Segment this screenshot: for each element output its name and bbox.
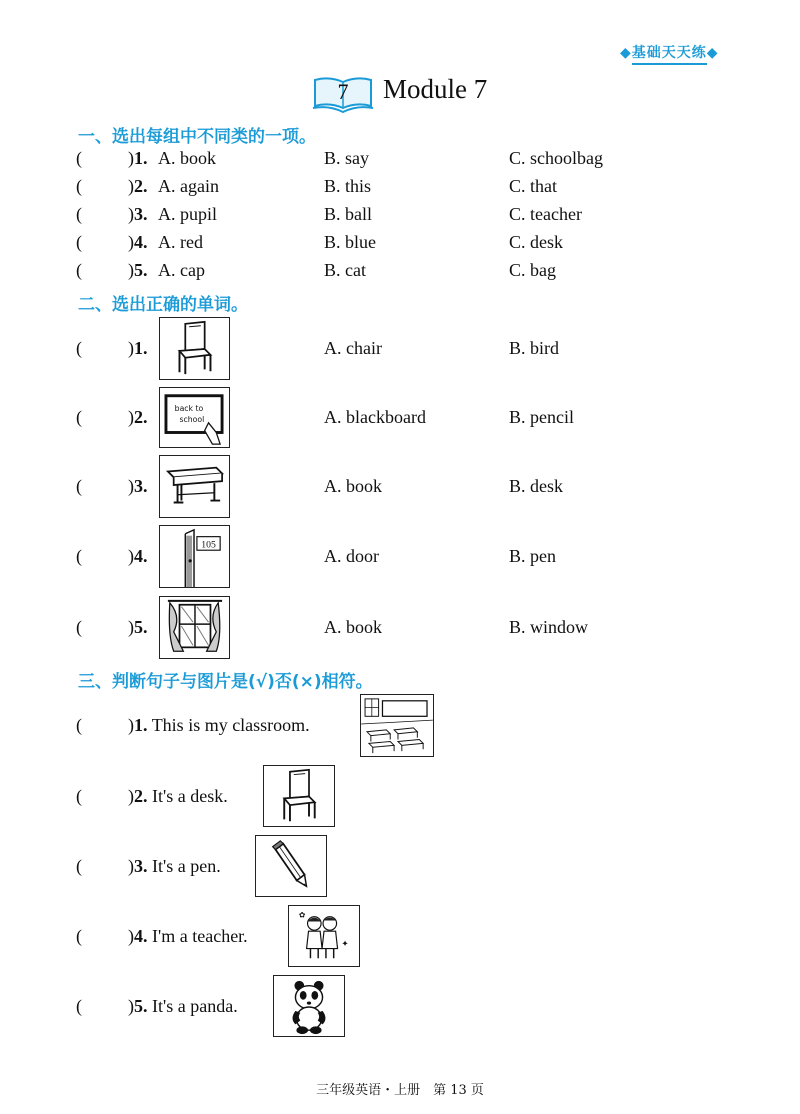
- option-a: A. chair: [324, 338, 382, 358]
- blackboard-text-2: school: [179, 414, 205, 424]
- option-b: B. this: [324, 176, 372, 196]
- option-b: B. window: [509, 617, 589, 637]
- answer-blank[interactable]: (: [76, 407, 82, 427]
- panda-picture: [273, 975, 345, 1037]
- section1-heading: 一、选出每组中不同类的一项。: [78, 127, 316, 147]
- desk-picture: [159, 455, 230, 518]
- sentence: It's a pen.: [152, 856, 221, 876]
- option-a: A. book: [324, 476, 382, 496]
- question-number: )1.: [128, 148, 148, 168]
- answer-blank[interactable]: (: [76, 617, 82, 637]
- pupils-picture: [288, 905, 360, 967]
- sentence-row: )1. This is my classroom.: [128, 715, 310, 735]
- option-b: B. cat: [324, 260, 366, 280]
- answer-blank[interactable]: (: [76, 476, 82, 496]
- sentence-row: )2. It's a desk.: [128, 786, 228, 806]
- answer-blank[interactable]: (: [76, 786, 82, 806]
- option-a: A. door: [324, 546, 379, 566]
- answer-blank[interactable]: (: [76, 996, 82, 1016]
- door-picture: [159, 525, 230, 588]
- option-b: B. desk: [509, 476, 563, 496]
- sentence: This is my classroom.: [151, 715, 310, 735]
- option-a: A. red: [158, 232, 203, 252]
- option-c: C. teacher: [509, 204, 582, 224]
- answer-blank[interactable]: (: [76, 176, 82, 196]
- option-c: C. bag: [509, 260, 556, 280]
- answer-blank[interactable]: (: [76, 926, 82, 946]
- question-number: )2.: [128, 407, 148, 427]
- answer-blank[interactable]: (: [76, 546, 82, 566]
- sentence: It's a desk.: [152, 786, 228, 806]
- question-number: )3.: [128, 204, 148, 224]
- option-b: B. say: [324, 148, 369, 168]
- option-c: C. schoolbag: [509, 148, 603, 168]
- blackboard-picture: [159, 387, 230, 448]
- answer-blank[interactable]: (: [76, 715, 82, 735]
- pencil-picture: [255, 835, 327, 897]
- sentence: It's a panda.: [152, 996, 238, 1016]
- option-a: A. cap: [158, 260, 205, 280]
- option-a: A. blackboard: [324, 407, 426, 427]
- sentence-row: )5. It's a panda.: [128, 996, 238, 1016]
- section2-heading: 二、选出正确的单词。: [78, 295, 248, 315]
- unit-number: 7: [337, 79, 349, 104]
- option-a: A. pupil: [158, 204, 218, 224]
- option-b: B. bird: [509, 338, 560, 358]
- svg-text:✦: ✦: [341, 939, 349, 950]
- option-a: A. again: [158, 176, 219, 196]
- series-tag: ◆基础天天练◆: [620, 42, 719, 62]
- question-number: )5.: [128, 260, 148, 280]
- option-b: B. blue: [324, 232, 376, 252]
- option-b: B. pen: [509, 546, 556, 566]
- question-number: )4.: [128, 232, 148, 252]
- room-number: 105: [201, 539, 216, 551]
- window-picture: [159, 596, 230, 659]
- blackboard-text-1: back to: [174, 404, 204, 414]
- open-book-icon: [311, 72, 375, 114]
- classroom-picture: [360, 694, 434, 757]
- option-c: C. desk: [509, 232, 563, 252]
- sentence-row: )4. I'm a teacher.: [128, 926, 248, 946]
- option-b: B. pencil: [509, 407, 574, 427]
- answer-blank[interactable]: (: [76, 856, 82, 876]
- answer-blank[interactable]: (: [76, 148, 82, 168]
- question-number: )4.: [128, 546, 148, 566]
- chair-picture: [159, 317, 230, 380]
- option-a: A. book: [324, 617, 382, 637]
- chair-picture: [263, 765, 335, 827]
- question-number: )1.: [128, 338, 148, 358]
- option-b: B. ball: [324, 204, 372, 224]
- option-a: A. book: [158, 148, 216, 168]
- section3-heading: 三、判断句子与图片是(√)否(×)相符。: [78, 672, 373, 692]
- question-number: )5.: [128, 617, 148, 637]
- answer-blank[interactable]: (: [76, 260, 82, 280]
- question-number: )2.: [128, 176, 148, 196]
- question-number: )3.: [128, 476, 148, 496]
- svg-text:✿: ✿: [298, 910, 306, 920]
- page-title: Module 7: [383, 74, 488, 104]
- sentence-row: )3. It's a pen.: [128, 856, 221, 876]
- answer-blank[interactable]: (: [76, 232, 82, 252]
- option-c: C. that: [509, 176, 557, 196]
- page-footer: 三年级英语・上册 第 13 页: [316, 1083, 484, 1098]
- sentence: I'm a teacher.: [152, 926, 248, 946]
- answer-blank[interactable]: (: [76, 204, 82, 224]
- answer-blank[interactable]: (: [76, 338, 82, 358]
